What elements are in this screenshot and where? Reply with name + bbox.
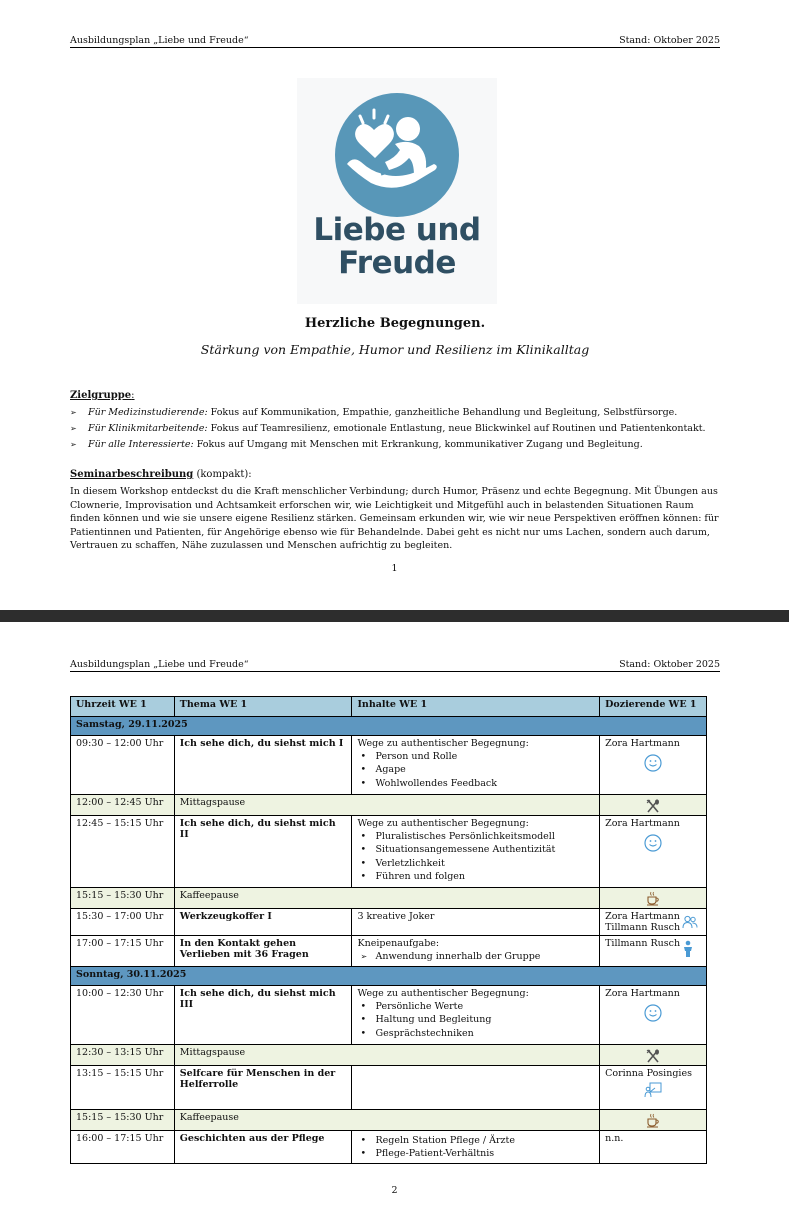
- teacher-name: Zora Hartmann: [605, 911, 680, 922]
- content-intro: Wege zu authentischer Begegnung:: [357, 988, 529, 999]
- smiley-icon: [643, 1003, 663, 1023]
- topic-cell: Kaffeepause: [174, 1110, 599, 1131]
- page-divider: [0, 610, 789, 622]
- table-header-row: [71, 697, 707, 717]
- content-list: [357, 1134, 594, 1161]
- teacher-cell: [600, 909, 707, 936]
- list-item: ➢ Für Klinikmitarbeitende: Fokus auf Teamresilienz, emotionale Entlastung, neue Blickwinkel auf Routinen und Patientenkontakt.: [70, 421, 730, 437]
- person-icon: [682, 940, 694, 958]
- content-cell: [352, 1131, 600, 1164]
- teacher-name: Zora Hartmann: [605, 818, 680, 829]
- topic-cell: Werkzeugkoffer I: [174, 909, 352, 936]
- list-item: • Pflege-Patient-Verhältnis: [357, 1147, 594, 1160]
- time-cell: 15:15 – 15:30 Uhr: [71, 1110, 175, 1131]
- cutlery-icon: [645, 1048, 661, 1064]
- topic-cell: [174, 936, 352, 967]
- content-cell: [352, 1066, 600, 1110]
- logo-line-2: Freude: [338, 245, 456, 281]
- header-right: Stand: Oktober 2025: [619, 35, 720, 46]
- day-label: Sonntag, 30.11.2025: [71, 967, 707, 986]
- content-cell: [352, 816, 600, 888]
- time-cell: 17:00 – 17:15 Uhr: [71, 936, 175, 967]
- teacher-name: Tillmann Rusch: [605, 922, 681, 933]
- time-cell: 12:45 – 15:15 Uhr: [71, 816, 175, 888]
- time-cell: 15:30 – 17:00 Uhr: [71, 909, 175, 936]
- cutlery-icon: [645, 798, 661, 814]
- teacher-cell: [600, 986, 707, 1045]
- list-item: • Führen und folgen: [357, 870, 594, 883]
- header-right: Stand: Oktober 2025: [619, 659, 720, 670]
- list-item: • Agape: [357, 763, 594, 776]
- document-page-1: [0, 0, 789, 610]
- page-header: [70, 658, 720, 672]
- time-cell: 13:15 – 15:15 Uhr: [71, 1066, 175, 1110]
- smiley-icon: [643, 753, 663, 773]
- list-item: • Verletzlichkeit: [357, 857, 594, 870]
- topic-cell: Selfcare für Menschen in der Helferrolle: [174, 1066, 352, 1110]
- time-cell: 10:00 – 12:30 Uhr: [71, 986, 175, 1045]
- teacher-cell: [600, 936, 707, 967]
- list-item: ➢ Für Medizinstudierende: Fokus auf Kommunikation, Empathie, ganzheitliche Behandlung und Begleitung, Selbstfürsorge.: [70, 405, 730, 421]
- day-row: [71, 717, 707, 736]
- column-header: Inhalte WE 1: [352, 697, 600, 717]
- column-header: Dozierende WE 1: [600, 697, 707, 717]
- schedule-table: [70, 696, 707, 1164]
- content-list: [357, 830, 594, 883]
- topic-line: In den Kontakt gehen: [179, 938, 297, 949]
- page-header: [70, 34, 720, 48]
- teacher-cell: [600, 816, 707, 888]
- icon-cell: [600, 1045, 707, 1066]
- content-cell: [352, 936, 600, 967]
- coffee-icon: [645, 891, 661, 906]
- topic-cell: Mittagspause: [174, 1045, 599, 1066]
- pause-row: [71, 1045, 707, 1066]
- logo-line-1: Liebe und: [313, 212, 481, 248]
- topic-line: Verlieben mit 36 Fragen: [179, 949, 309, 960]
- topic-cell: Mittagspause: [174, 795, 599, 816]
- teacher-cell: [600, 1066, 707, 1110]
- zielgruppe-list: [70, 405, 730, 453]
- page-number: 1: [391, 563, 398, 574]
- list-item: ➢ Für alle Interessierte: Fokus auf Umgang mit Menschen mit Erkrankung, kommunikativer Zugang und Begleitung.: [70, 437, 730, 453]
- list-item: • Pluralistisches Persönlichkeitsmodell: [357, 830, 594, 843]
- topic-cell: Kaffeepause: [174, 888, 599, 909]
- seminar-description: In diesem Workshop entdeckst du die Kraft menschlicher Verbindung; durch Humor, Präsenz und echte Begegnung. Mit Übungen aus Clownerie, Improvisation und Achtsamkeit erforschen wir, wie Leichtigkeit und Mitgefühl auch in belastenden Situationen Raum finden können und wie sie unsere eigene Resilienz stärken. Gemeinsam erkunden wir, wie wir neue Perspektiven eröffnen können: für Patientinnen und Patienten, für Angehörige ebenso wie für Behandelnde. Dabei geht es nicht nur ums Lachen, sondern auch darum, Vertrauen zu schaffen, Nähe zuzulassen und Menschen aufrichtig zu begleiten.: [70, 486, 719, 551]
- list-item: ➢ Anwendung innerhalb der Gruppe: [357, 950, 594, 963]
- content-list: [357, 1000, 594, 1040]
- pause-row: [71, 1110, 707, 1131]
- list-item: • Situationsangemessene Authentizität: [357, 843, 594, 856]
- table-row: [71, 986, 707, 1045]
- icon-cell: [600, 888, 707, 909]
- table-row: [71, 1131, 707, 1164]
- time-cell: 15:15 – 15:30 Uhr: [71, 888, 175, 909]
- content-intro: Kneipenaufgabe:: [357, 938, 440, 949]
- list-item: • Haltung und Begleitung: [357, 1013, 594, 1026]
- icon-cell: [600, 1110, 707, 1131]
- people-icon: [682, 915, 698, 929]
- zielgruppe-heading: Zielgruppe:: [70, 390, 135, 401]
- teacher-name: Corinna Posingies: [605, 1068, 692, 1079]
- column-header: Uhrzeit WE 1: [71, 697, 175, 717]
- day-row: [71, 967, 707, 986]
- list-item: • Wohlwollendes Feedback: [357, 777, 594, 790]
- topic-cell: Ich sehe dich, du siehst mich II: [174, 816, 352, 888]
- teacher-cell: [600, 736, 707, 795]
- content-cell: 3 kreative Joker: [352, 909, 600, 936]
- table-row: [71, 936, 707, 967]
- list-item: • Person und Rolle: [357, 750, 594, 763]
- teacher-name: Zora Hartmann: [605, 988, 680, 999]
- teacher-name: Zora Hartmann: [605, 738, 680, 749]
- arrow-bullet-icon: ➢: [70, 408, 77, 417]
- page-subtitle: Stärkung von Empathie, Humor und Resilienz im Klinikalltag: [200, 342, 590, 357]
- seminar-heading: Seminarbeschreibung (kompakt):: [70, 469, 252, 480]
- content-intro: Wege zu authentischer Begegnung:: [357, 738, 529, 749]
- table-row: [71, 909, 707, 936]
- list-item: • Persönliche Werte: [357, 1000, 594, 1013]
- teacher-name: Tillmann Rusch: [605, 938, 681, 949]
- content-list: [357, 950, 594, 963]
- content-intro: Wege zu authentischer Begegnung:: [357, 818, 529, 829]
- coffee-icon: [645, 1113, 661, 1128]
- arrow-bullet-icon: ➢: [70, 440, 77, 449]
- topic-cell: Geschichten aus der Pflege: [174, 1131, 352, 1164]
- list-item: • Gesprächstechniken: [357, 1027, 594, 1040]
- logo: [297, 78, 497, 304]
- arrow-bullet-icon: ➢: [70, 424, 77, 433]
- time-cell: 09:30 – 12:00 Uhr: [71, 736, 175, 795]
- content-cell: [352, 736, 600, 795]
- logo-text: [297, 214, 497, 280]
- table-row: [71, 1066, 707, 1110]
- pause-row: [71, 795, 707, 816]
- list-item: • Regeln Station Pflege / Ärzte: [357, 1134, 594, 1147]
- content-cell: [352, 986, 600, 1045]
- topic-cell: Ich sehe dich, du siehst mich I: [174, 736, 352, 795]
- table-row: [71, 736, 707, 795]
- topic-cell: Ich sehe dich, du siehst mich III: [174, 986, 352, 1045]
- presenter-icon: [644, 1082, 662, 1098]
- time-cell: 16:00 – 17:15 Uhr: [71, 1131, 175, 1164]
- time-cell: 12:00 – 12:45 Uhr: [71, 795, 175, 816]
- header-left: Ausbildungsplan „Liebe und Freude“: [70, 659, 249, 670]
- teacher-cell: n.n.: [600, 1131, 707, 1164]
- table-row: [71, 816, 707, 888]
- smiley-icon: [643, 833, 663, 853]
- content-list: [357, 750, 594, 790]
- document-page-2: [0, 622, 789, 1232]
- icon-cell: [600, 795, 707, 816]
- page-number: 2: [391, 1185, 398, 1196]
- pause-row: [71, 888, 707, 909]
- page-title: Herzliche Begegnungen.: [304, 316, 486, 331]
- column-header: Thema WE 1: [174, 697, 352, 717]
- time-cell: 12:30 – 13:15 Uhr: [71, 1045, 175, 1066]
- day-label: Samstag, 29.11.2025: [71, 717, 707, 736]
- header-left: Ausbildungsplan „Liebe und Freude“: [70, 35, 249, 46]
- logo-emblem-icon: [297, 78, 497, 218]
